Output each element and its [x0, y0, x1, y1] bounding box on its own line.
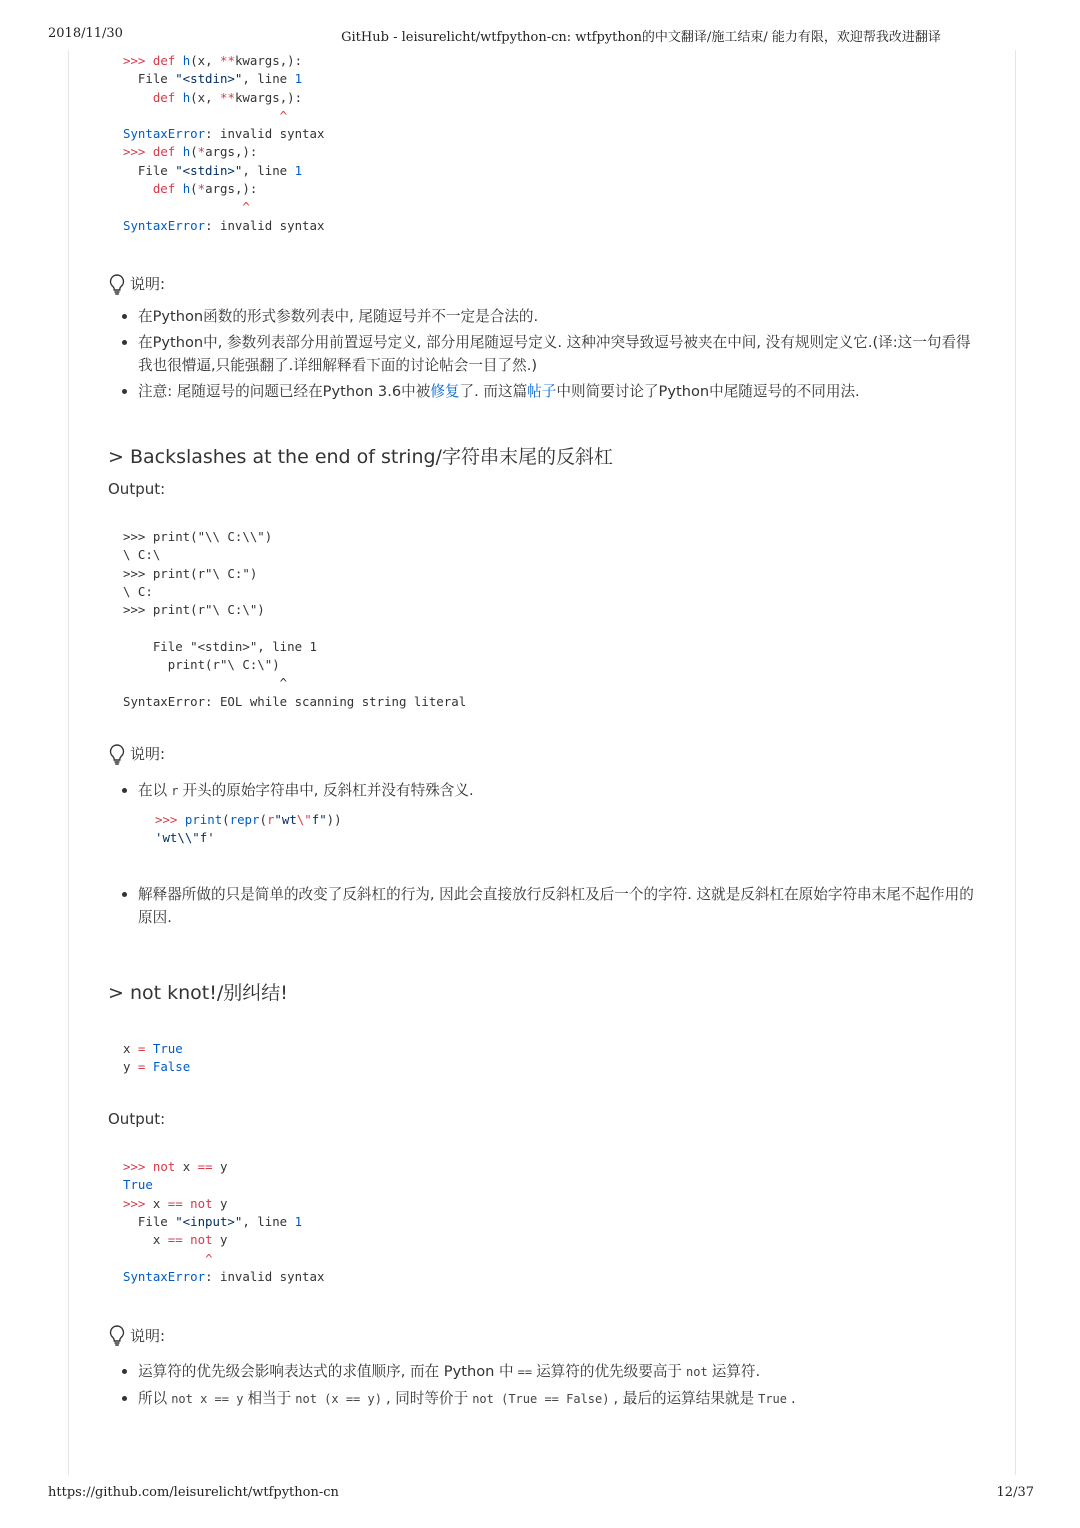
code-block-trailing-comma: >>> def h(x, **kwargs,): File "<stdin>", line 1 def h(x, **kwargs,): ^ SyntaxError: invalid syntax >>> def h(*args,): File "<stdin>", line 1 def h(*args,): ^ SyntaxError: invalid syntax — [123, 53, 325, 233]
print-url: https://github.com/leisurelicht/wtfpython-cn — [48, 1485, 339, 1500]
lightbulb-icon — [108, 743, 126, 765]
lightbulb-icon — [108, 1324, 126, 1346]
section-heading-not-knot: > not knot!/别纠结! — [108, 981, 288, 1004]
note-label: 说明: — [130, 1326, 166, 1345]
note-label: 说明: — [130, 275, 166, 294]
output-label: Output: — [108, 1110, 166, 1129]
inline-code: not — [686, 1365, 708, 1380]
output-label: Output: — [108, 479, 166, 498]
post-link[interactable]: 帖子 — [527, 382, 557, 400]
list-item: • 在Python函数的形式参数列表中, 尾随逗号并不一定是合法的. — [138, 305, 978, 328]
repr-output: 'wt\\"f' — [155, 830, 215, 846]
list-item: • 在Python中, 参数列表部分用前置逗号定义, 部分用尾随逗号定义. 这种冲突导致逗号被夹在中间, 没有规则定义它.(译:这一句看得我也很懵逼,只能强翻了.详细解释看下面的讨论帖会一目了然.) — [138, 331, 978, 377]
list-item: • 解释器所做的只是简单的改变了反斜杠的行为, 因此会直接放行反斜杠及后一个的字符. 这就是反斜杠在原始字符串末尾不起作用的原因. — [138, 883, 978, 929]
note-label: 说明: — [130, 745, 166, 764]
note-heading — [108, 743, 978, 765]
list-item: • 运算符的优先级会影响表达式的求值顺序, 而在 Python 中 == 运算符的优先级要高于 not 运算符. — [138, 1360, 978, 1384]
fixed-link[interactable]: 修复 — [430, 382, 460, 400]
list-item: • 注意: 尾随逗号的问题已经在Python 3.6中被修复了. 而这篇帖子中则简要讨论了Python中尾随逗号的不同用法. — [138, 380, 978, 403]
code-block-repr: >>> print(repr(r"wt\"f")) 'wt\\"f' — [155, 811, 342, 846]
inline-code: == — [517, 1365, 533, 1380]
print-date: 2018/11/30 — [48, 26, 123, 41]
list-item: • 所以 not x == y 相当于 not (x == y) , 同时等价于 not (True == False) , 最后的运算结果就是 True . — [138, 1387, 978, 1411]
list-item: • 在以 r 开头的原始字符串中, 反斜杠并没有特殊含义. >>> print(repr(r"wt\"f")) 'wt\\"f' — [138, 779, 978, 880]
print-page-title: GitHub - leisurelicht/wtfpython-cn: wtfpython的中文翻译/施工结束/ 能力有限，欢迎帮我改进翻译 — [341, 30, 941, 45]
inline-code: not (x == y) — [295, 1392, 382, 1407]
readme-content — [108, 52, 978, 1414]
inline-code: not (True == False) — [472, 1392, 610, 1407]
notes-list — [108, 305, 978, 403]
inline-code: True — [758, 1392, 788, 1407]
inline-code: r — [171, 783, 179, 798]
code-block-not-knot: >>> not x == y True >>> x == not y File "<input>", line 1 x == not y ^ SyntaxError: invalid syntax — [123, 1159, 325, 1284]
notes-list — [108, 779, 978, 929]
note-heading — [108, 1324, 978, 1346]
code-block-backslashes: >>> print("\\ C:\\") \ C:\ >>> print(r"\ C:") \ C: >>> print(r"\ C:\") File "<stdin>", line 1 print(r"\ C:\") ^ SyntaxError: EOL while scanning string literal — [123, 528, 467, 709]
notes-list — [108, 1360, 978, 1411]
inline-code: not x == y — [171, 1392, 244, 1407]
note-heading — [108, 273, 978, 295]
page-number: 12/37 — [996, 1485, 1034, 1500]
lightbulb-icon — [108, 273, 126, 295]
section-heading-backslashes: > Backslashes at the end of string/字符串末尾的反斜杠 — [108, 445, 613, 468]
code-block-assign: x = True y = False — [123, 1040, 191, 1074]
